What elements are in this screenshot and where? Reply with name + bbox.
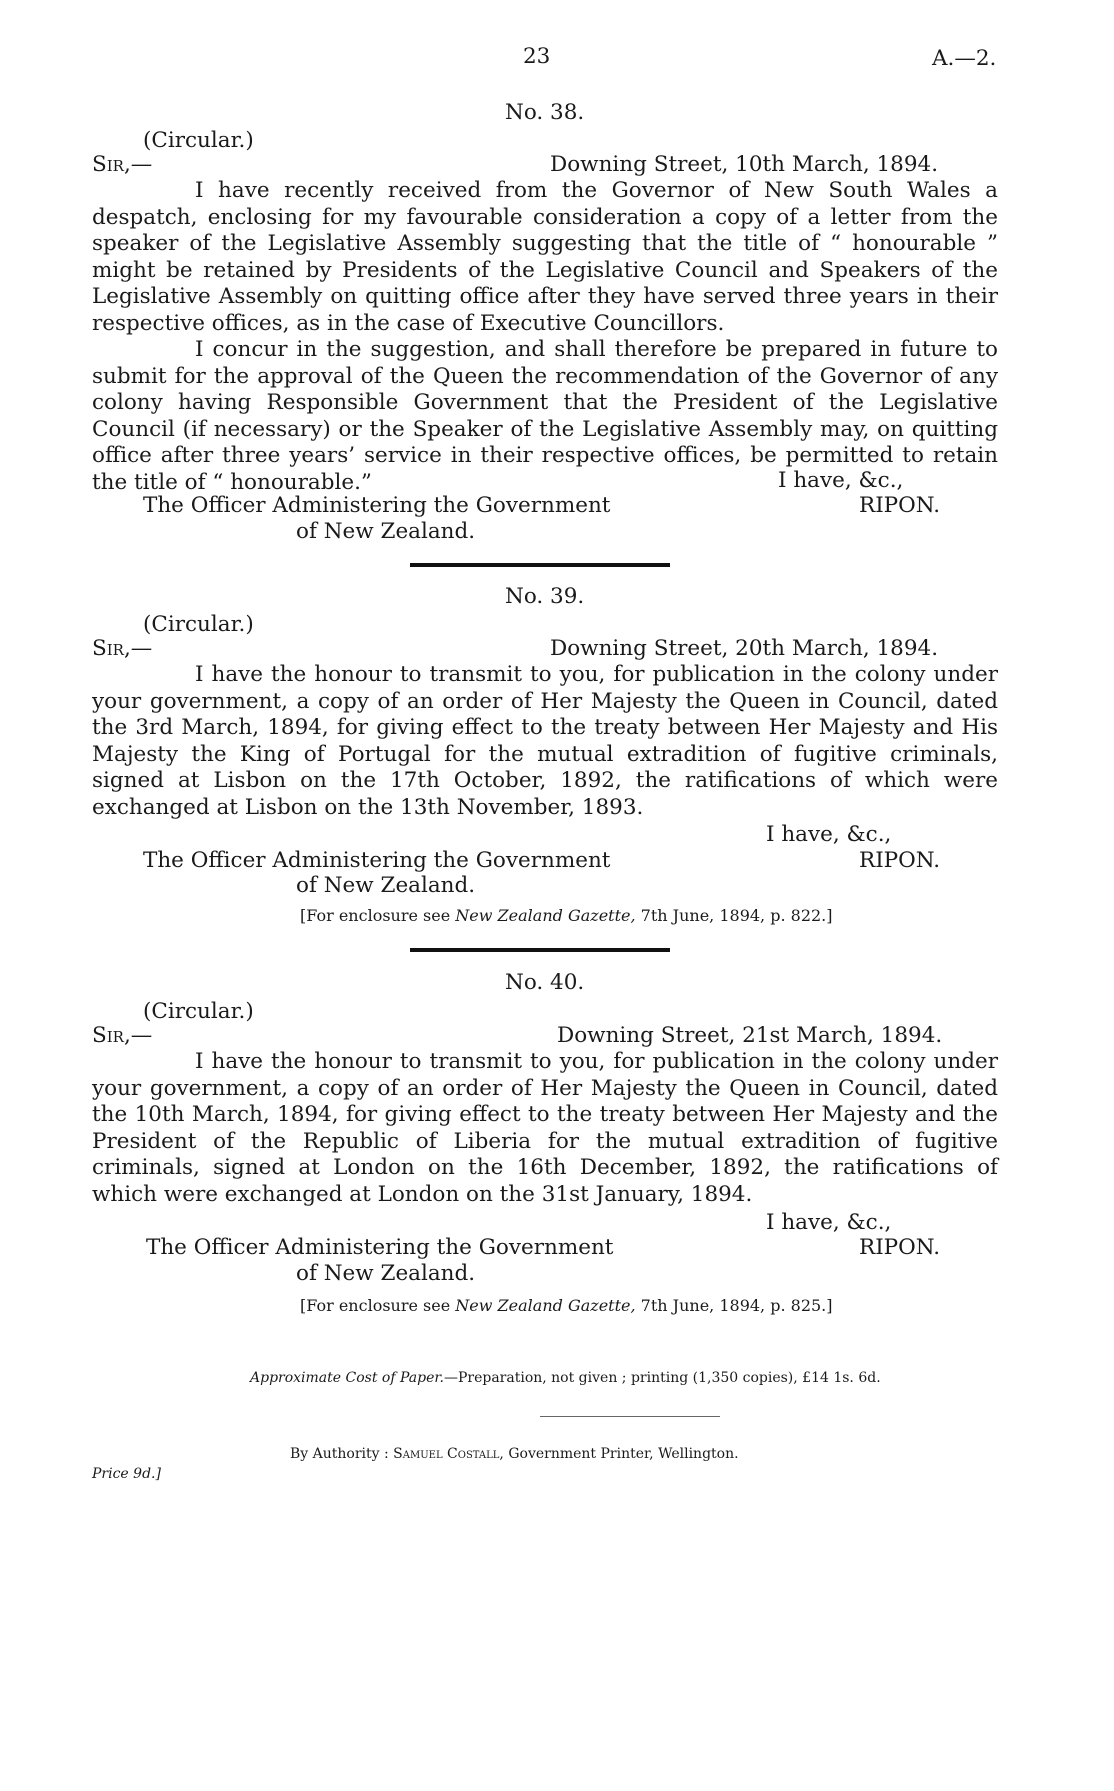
addressee-line1-39: The Officer Administering the Government: [143, 848, 611, 873]
letter-body-38: [92, 178, 998, 496]
signature-38: RIPON.: [859, 493, 941, 518]
dateline-39: Downing Street, 20th March, 1894.: [550, 636, 939, 661]
enclosure-note-39: [300, 906, 833, 925]
addressee-line2-40: of New Zealand.: [296, 1261, 476, 1286]
closing-38: I have, &c.,: [778, 468, 904, 493]
dateline-38: Downing Street, 10th March, 1894.: [550, 152, 939, 177]
enclosure-suffix: 7th June, 1894, p. 825.]: [635, 1296, 833, 1315]
addressee-line1-40: The Officer Administering the Government: [146, 1235, 614, 1260]
circular-label-38: (Circular.): [143, 128, 254, 153]
footer-divider: [540, 1416, 720, 1417]
page-number: 23: [523, 44, 551, 69]
paper-reference: A.—2.: [932, 46, 997, 71]
authority-suffix: Government Printer, Wellington.: [503, 1446, 739, 1462]
circular-label-40: (Circular.): [143, 999, 254, 1024]
closing-40: I have, &c.,: [766, 1210, 892, 1235]
addressee-line2-39: of New Zealand.: [296, 873, 476, 898]
paragraph: I have the honour to transmit to you, for publication in the colony under your government, a copy of an order of Her Majesty the Queen in Council, dated the 10th March, 1894, for giving effect to the treaty between Her Majesty and the President of the Republic of Liberia for the mutual extradition of fugitive criminals, signed at London on the 16th December, 1892, the ratifications of which were exchanged at London on the 31st January, 1894.: [92, 1049, 998, 1207]
cost-label: Approximate Cost of Paper.: [250, 1370, 444, 1386]
paragraph: I concur in the suggestion, and shall therefore be prepared in future to submit for the approval of the Queen the recommendation of the Governor of any colony having Responsible Government that the President of the Legislative Council (if necessary) or the Speaker of the Legislative Assembly may, on quitting office after three years’ service in their respective offices, be permitted to retain the title of “ honourable.”: [92, 337, 998, 495]
signature-40: RIPON.: [859, 1235, 941, 1260]
signature-39: RIPON.: [859, 848, 941, 873]
enclosure-prefix: [For enclosure see: [300, 1296, 456, 1315]
gazette-title: New Zealand Gazette,: [455, 1296, 636, 1315]
salutation-38: Sir,—: [92, 152, 153, 177]
paragraph: I have the honour to transmit to you, for publication in the colony under your government, a copy of an order of Her Majesty the Queen in Council, dated the 3rd March, 1894, for giving effect to the treaty between Her Majesty and His Majesty the King of Portugal for the mutual extradition of fugitive criminals, signed at Lisbon on the 17th October, 1892, the ratifications of which were exchanged at Lisbon on the 13th November, 1893.: [92, 662, 998, 820]
circular-label-39: (Circular.): [143, 612, 254, 637]
cost-of-paper-note: [250, 1370, 881, 1386]
printer-name: Samuel Costall,: [393, 1446, 504, 1462]
printer-imprint: [290, 1446, 739, 1462]
letter-number-38: No. 38.: [505, 100, 585, 125]
section-divider: [410, 948, 670, 952]
addressee-line1-38: The Officer Administering the Government: [143, 493, 611, 518]
letter-body-40: [92, 1049, 998, 1208]
price-label: Price 9d.]: [92, 1466, 161, 1482]
letter-body-39: [92, 662, 998, 821]
section-divider: [410, 563, 670, 567]
addressee-line2-38: of New Zealand.: [296, 519, 476, 544]
dateline-40: Downing Street, 21st March, 1894.: [557, 1023, 943, 1048]
enclosure-prefix: [For enclosure see: [300, 906, 456, 925]
salutation-40: Sir,—: [92, 1023, 153, 1048]
letter-number-40: No. 40.: [505, 970, 585, 995]
enclosure-suffix: 7th June, 1894, p. 822.]: [635, 906, 833, 925]
paragraph: I have recently received from the Governor of New South Wales a despatch, enclosing for my favourable consideration a copy of a letter from the speaker of the Legislative Assembly suggesting that the title of “ honourable ” might be retained by Presidents of the Legislative Council and Speakers of the Legislative Assembly on quitting office after they have served three years in their respective offices, as in the case of Executive Councillors.: [92, 178, 998, 336]
gazette-title: New Zealand Gazette,: [455, 906, 636, 925]
enclosure-note-40: [300, 1296, 833, 1315]
cost-text: —Preparation, not given ; printing (1,350 copies), £14 1s. 6d.: [443, 1370, 881, 1386]
closing-39: I have, &c.,: [766, 822, 892, 847]
salutation-39: Sir,—: [92, 636, 153, 661]
authority-prefix: By Authority :: [290, 1446, 394, 1462]
letter-number-39: No. 39.: [505, 584, 585, 609]
